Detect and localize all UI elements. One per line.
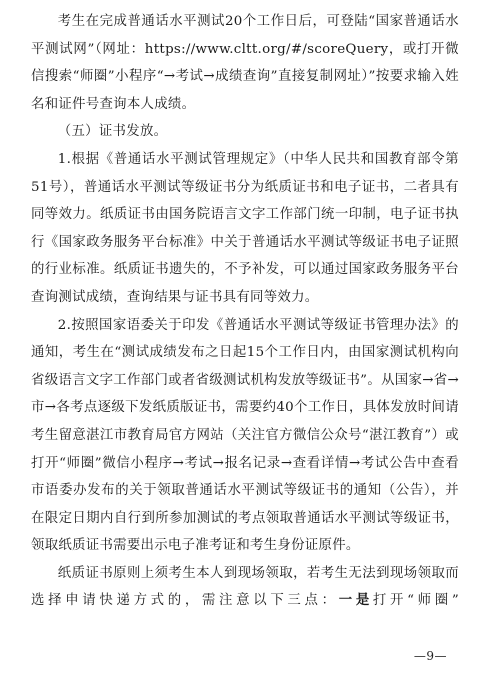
- page-number: —9—: [413, 649, 447, 663]
- paragraph-pickup-rules: [31, 560, 459, 615]
- paragraph-certificate-distribution-text: 2.按照国家语委关于印发《普通话水平测试等级证书管理办法》的通知，考生在“测试成绩发布之日起15个工作日内，由国家测试机构向省级语言文字工作部门或者省级测试机构发放等级证书”。从国家→省→市→各考点逐级下发纸质版证书，需要约40个工作日，具体发放时间请考生留意湛江市教育局官方网站（关注官方微信公众号“湛江教育”）或打开“师圈”微信小程序→考试→报名记录→查看详情→考试公告中查看市语委办发布的关于领取普通话水平测试等级证书的通知（公告），并在限定日期内自行到所参加测试的考点领取普通话水平测试等级证书，领取纸质证书需要出示电子准考证和考生身份证原件。: [31, 317, 459, 554]
- paragraph-certificate-types-text: 1.根据《普通话水平测试管理规定》（中华人民共和国教育部令第51号），普通话水平测试等级证书分为纸质证书和电子证书，二者具有同等效力。纸质证书由国务院语言文字工作部门统一印制，电子证书执行《国家政务服务平台标准》中关于普通话水平测试等级证书电子证照的行业标准。纸质证书遗失的，不予补发，可以通过国家政务服务平台查询测试成绩，查询结果与证书具有同等效力。: [31, 151, 459, 305]
- section-heading-text: （五）证书发放。: [57, 124, 168, 140]
- paragraph-pickup-rules-bold: 一是: [338, 592, 373, 609]
- section-heading-certificate: [31, 118, 459, 146]
- paragraph-certificate-types: [31, 146, 459, 312]
- paragraph-score-query: [31, 8, 459, 118]
- paragraph-score-query-text: 考生在完成普通话水平测试20个工作日后，可登陆“国家普通话水平测试网”（网址：https://www.cltt.org/#/scoreQuery，或打开微信搜索“师圈”小程序“→考试→成绩查询”直接复制网址）”按要求输入姓名和证件号查询本人成绩。: [31, 14, 459, 112]
- paragraph-certificate-distribution: [31, 312, 459, 560]
- paragraph-pickup-rules-end: 打开“师圈”: [372, 593, 459, 609]
- document-body: [31, 8, 459, 615]
- paragraph-pickup-rules-start: 纸质证书原则上须考生本人到现场领取，若考生无法到现场领取而选择申请快递方式的，需注意以下三点：: [31, 565, 459, 609]
